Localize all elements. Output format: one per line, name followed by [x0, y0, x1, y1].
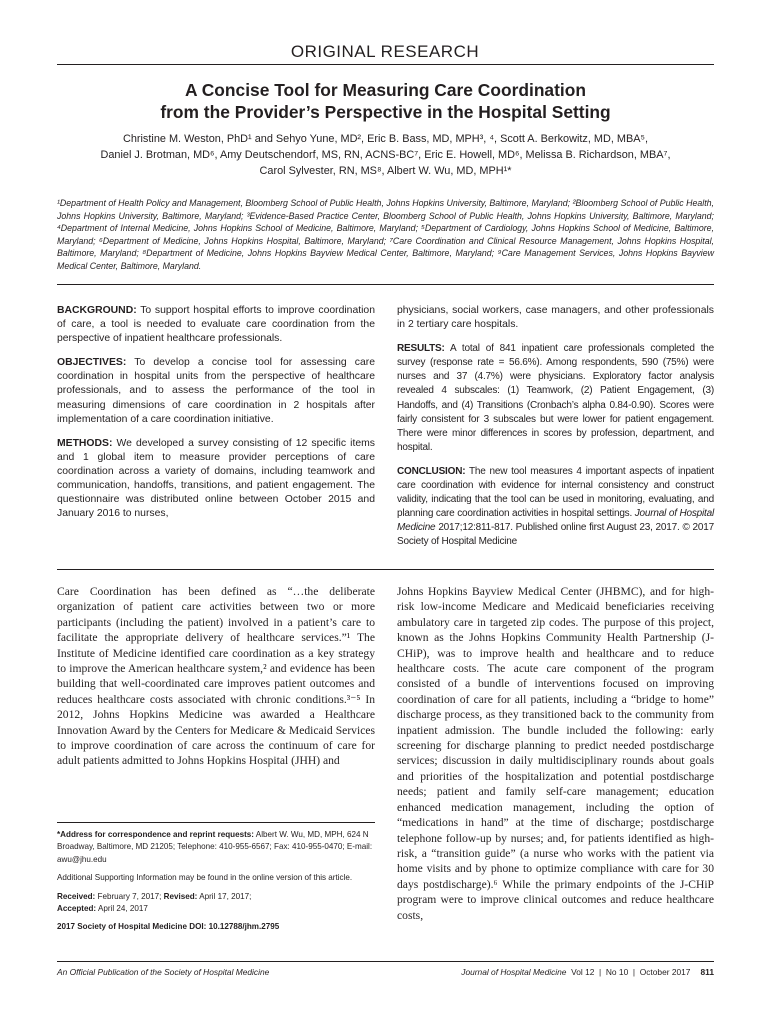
footer-publisher: An Official Publication of the Society of Hospital Medicine — [57, 967, 270, 977]
abstract-right-column — [397, 304, 714, 560]
abstract-left-column — [57, 304, 375, 531]
abstract-background — [57, 304, 375, 346]
section-label: ORIGINAL RESEARCH — [290, 42, 480, 61]
author-list — [57, 131, 714, 179]
received-label: Received: — [57, 891, 96, 901]
body-paragraph-jchip: Johns Hopkins Bayview Medical Center (JHBMC), and for high-risk low-income Medicare and Medicaid beneficiaries receiving ambulatory care in targeted zip codes. The purpose of this project, known as the Johns Hopkins Community Health Partnership (J-CHiP), was to improve health and healthcare and to reduce healthcare costs. The acute care component of the program consisted of a bundle of interventions focused on improving coordination of care for all patients, including a “bridge to home” discharge process, as they transitioned back to the community from inpatient admission. The bundle included the following: early screening for discharge planning to predict needed postdischarge services; discussion in daily multidisciplinary rounds about goals and priorities of the hospitalization and potential postdischarge needs; patient and family self-care management; education enhanced medication management, including the option of “medications in hand” at the time of discharge; postdischarge telephone follow-up by nurses; and, for patients identified as high-risk, a “transition guide” (a nurse who works with the patient via home visits and by phone to optimize compliance with care for 30 days postdischarge).⁶ While the primary endpoints of the J-CHiP program were to improve clinical outcomes and reduce healthcare costs, — [397, 585, 714, 922]
abstract-methods — [57, 437, 375, 522]
correspondence-notes — [57, 829, 375, 940]
abstract-conclusion — [397, 465, 714, 550]
background-label: BACKGROUND: — [57, 305, 137, 316]
body-paragraph-intro: Care Coordination has been defined as “…the deliberate organization of patient care activities between two or more participants (including the patient) involved in a patient’s care to facilitate the appropriate delivery of healthcare services.”¹ The Institute of Medicine identified care coordination as a key strategy to improve the American healthcare system,² and evidence has been building that well-coordinated care improves patient outcomes and reduces healthcare costs associated with chronic conditions.³⁻⁵ In 2012, Johns Hopkins Medicine was awarded a Healthcare Innovation Award by the Centers for Medicare & Medicaid Services to improve coordination of care across the continuum of care for adult patients admitted to Johns Hopkins Hospital (JHH) and — [57, 585, 375, 768]
authors-line-2: Daniel J. Brotman, MD⁶, Amy Deutschendorf, MS, RN, ACNS-BC⁷, Eric E. Howell, MD⁶, Melissa B. Richardson, MBA⁷, — [100, 149, 671, 161]
abstract-methods-continued: physicians, social workers, case managers, and other professionals in 2 tertiary care hospitals. — [397, 305, 714, 331]
revised-label: Revised: — [161, 891, 198, 901]
correspondence-address — [57, 829, 375, 866]
address-text: Albert W. Wu, MD, MPH, 624 N Broadway, Baltimore, MD 21205; Telephone: 410-955-6567; Fax: 410-955-0470; E-mail: awu@jhu.edu — [57, 830, 373, 864]
date-accepted — [57, 903, 375, 915]
notes-divider — [57, 822, 375, 823]
citation-journal: Journal of Hospital Medicine — [397, 508, 714, 534]
page-number: 811 — [700, 967, 714, 977]
results-label: RESULTS: — [397, 343, 445, 355]
conclusion-text: The new tool measures 4 important aspects of inpatient care coordination with evidence for internal consistency and construct validity, indicating that the tool can be used in monitoring, evaluating, and planning care coordination activities in hospital settings. — [397, 465, 714, 520]
title-line-2: from the Provider’s Perspective in the Hospital Setting — [160, 102, 611, 122]
abstract-divider — [57, 284, 714, 285]
address-label: *Address for correspondence and reprint requests: — [57, 830, 254, 839]
revised-value: April 17, 2017; — [197, 891, 252, 901]
abstract-objectives — [57, 356, 375, 426]
body-right-column — [397, 584, 714, 923]
results-text: A total of 841 inpatient care professionals completed the survey (response rate = 56.6%). Among respondents, 590 (75%) were nurses and 37 (4.7%) were physicians. Exploratory factor analysis revealed 4 subscales: (1) Teamwork, (2) Patient Engagement, (3) Handoffs, and (4) Transitions (Cronbach’s alpha 0.84-0.90). Scores were fairly consistent for 3 subscales but were lower for patient engagement. There were minor differences in scores by profession, department, and hospital. — [397, 343, 714, 453]
methods-label: METHODS: — [57, 437, 113, 449]
methods-text: We developed a survey consisting of 12 specific items and 1 global item to measure provider perceptions of care coordination across a variety of domains, including teamwork and communication, handoffs, transitions, and patient engagement. The questionnaire was distributed online between October 2015 and January 2016 to nurses, — [57, 437, 375, 520]
footer-divider — [57, 961, 714, 962]
objectives-label: OBJECTIVES: — [57, 357, 127, 369]
conclusion-label: CONCLUSION: — [397, 465, 466, 477]
citation-details: 2017;12:811-817. Published online first August 23, 2017. © 2017 Society of Hospital Medicine — [397, 522, 714, 548]
body-left-column — [57, 584, 375, 769]
body-divider — [57, 569, 714, 570]
section-divider — [57, 64, 714, 65]
authors-line-3: Carol Sylvester, RN, MS⁸, Albert W. Wu, MD, MPH¹* — [259, 165, 512, 177]
footer-issue: Vol 12 | No 10 | October 2017 — [566, 967, 691, 977]
affiliations: ¹Department of Health Policy and Management, Bloomberg School of Public Health, Johns Hopkins University, Baltimore, Maryland; ²Bloomberg School of Public Health, Johns Hopkins University, Baltimore, Maryland; ³Evidence-Based Practice Center, Bloomberg School of Public Health, Johns Hopkins University, Baltimore, Maryland; ⁴Department of Internal Medicine, Johns Hopkins School of Medicine, Baltimore, Maryland; ⁵Department of Cardiology, Johns Hopkins School of Medicine, Baltimore, Maryland; ⁶Department of Medicine, Johns Hopkins Hospital, Baltimore, Maryland; ⁷Care Coordination and Clinical Resource Management, Johns Hopkins Hospital, Baltimore, Maryland; ⁸Department of Medicine, Johns Hopkins Bayview Medical Center, Baltimore, Maryland; ⁹Care Management Services, Johns Hopkins Bayview Medical Center, Baltimore, Maryland. — [57, 198, 714, 271]
background-text: To support hospital efforts to improve coordination of care, a tool is needed to evaluate care coordination from the perspective of inpatient healthcare professionals. — [57, 305, 375, 345]
footer-journal-name: Journal of Hospital Medicine — [461, 967, 567, 977]
dates-received-revised — [57, 891, 375, 903]
accepted-value: April 24, 2017 — [96, 904, 148, 914]
doi-line: 2017 Society of Hospital Medicine DOI: 10.12788/jhm.2795 — [57, 922, 280, 932]
title-line-1: A Concise Tool for Measuring Care Coordination — [185, 80, 586, 100]
footer-journal-info — [461, 967, 714, 977]
objectives-text: To develop a concise tool for assessing care coordination in hospital units from the perspective of healthcare professionals, and to assess the performance of the tool in measuring dimensions of care coordination in 2 hospitals after implementation of a care coordination initiative. — [57, 357, 375, 425]
received-value: February 7, 2017; — [95, 891, 162, 901]
accepted-label: Accepted: — [57, 904, 97, 914]
article-title — [57, 79, 714, 123]
abstract-results — [397, 342, 714, 455]
authors-line-1: Christine M. Weston, PhD¹ and Sehyo Yune, MD², Eric B. Bass, MD, MPH³, ⁴, Scott A. Berkowitz, MD, MBA⁵, — [122, 133, 649, 145]
supporting-info-note: Additional Supporting Information may be found in the online version of this article. — [57, 873, 353, 883]
